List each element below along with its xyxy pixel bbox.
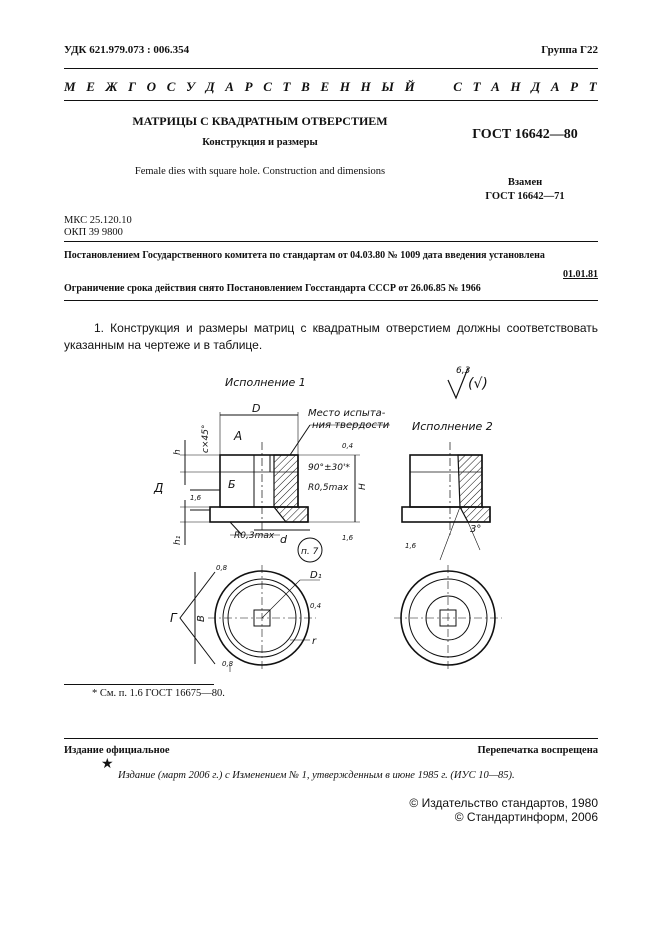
copyright-2006: © Стандартинформ, 2006 (454, 810, 598, 824)
roughness-04: 0,4 (342, 442, 354, 450)
banner-letter: Г (128, 79, 136, 94)
banner-letter: Д (205, 79, 215, 94)
banner-letter: С (453, 79, 462, 94)
reprint-prohibited-label: Перепечатка воспрещена (477, 745, 598, 756)
note-p7: п. 7 (301, 547, 319, 557)
star-icon: ★ (101, 757, 114, 772)
document-title: МАТРИЦЫ С КВАДРАТНЫМ ОТВЕРСТИЕМ (132, 114, 388, 128)
body-paragraph: 1. Конструкция и размеры матриц с квадратным отверстием должны соответствовать указанным на чертеже и в таблице. (64, 321, 598, 352)
roughness-16: 1,6 (342, 534, 354, 542)
banner-letter: Т (472, 79, 481, 94)
banner-letter: О (146, 79, 157, 94)
section-D-label: Д (154, 481, 164, 495)
banner-letter: М (64, 79, 76, 94)
section-A-label: А (234, 429, 243, 443)
replaces-block (470, 176, 580, 204)
header-rule-bottom (64, 100, 598, 101)
banner-letter: Н (510, 79, 521, 94)
banner-letter: Е (320, 79, 330, 94)
banner-letter: Ы (381, 79, 394, 94)
dim-r: r (312, 636, 317, 647)
dim-D1: D₁ (310, 570, 322, 581)
test-place-label-1: Место испыта- (308, 408, 386, 419)
dim-D: D (252, 402, 261, 415)
footnote: * См. п. 1.6 ГОСТ 16675—80. (92, 688, 225, 699)
edition-note: Издание (март 2006 г.) с Изменением № 1, утвержденным в июне 1985 г. (ИУС 10—85). (118, 770, 515, 781)
standard-banner (64, 79, 597, 95)
roughness-paren: (√) (468, 376, 488, 392)
header-rule-top (64, 68, 598, 69)
banner-letter: Е (86, 79, 95, 94)
angle-3: 3° (470, 524, 482, 535)
okp-code: ОКП 39 9800 (64, 227, 123, 238)
dim-H: H (358, 483, 368, 490)
banner-letter: Т (282, 79, 291, 94)
radius-05: R0,5max (308, 483, 349, 493)
technical-drawing (150, 360, 510, 690)
banner-letter: Р (570, 79, 579, 94)
dim-chamfer: c×45° (201, 424, 211, 453)
banner-letter: Т (588, 79, 597, 94)
decree-text: Постановлением Государственного комитета по стандартам от 04.03.80 № 1009 дата введения установлена (64, 250, 545, 261)
banner-letter: Н (339, 79, 350, 94)
banner-letter: А (550, 79, 560, 94)
version1-label: Исполнение 1 (225, 376, 306, 389)
udk-code: УДК 621.979.073 : 006.354 (64, 44, 190, 56)
banner-letter: А (225, 79, 234, 94)
banner-letter (425, 79, 428, 95)
mks-code: МКС 25.120.10 (64, 215, 132, 226)
replaces-label: Взамен (507, 177, 543, 188)
roughness-08-top: 0,8 (216, 564, 228, 572)
copyright-1980: © Издательство стандартов, 1980 (409, 796, 598, 810)
roughness-general-value: 6,3 (456, 366, 471, 376)
gost-number: ГОСТ 16642—80 (472, 127, 578, 142)
banner-letter: Н (360, 79, 371, 94)
test-place-label-2: ния твердости (312, 420, 390, 431)
banner-letter: У (186, 79, 196, 94)
official-edition-label: Издание официальное (64, 745, 170, 756)
group-code: Группа Г22 (541, 44, 598, 56)
document-subtitle: Конструкция и размеры (202, 137, 318, 148)
banner-letter: Д (531, 79, 541, 94)
decree-rule (64, 300, 598, 301)
roughness-04-plan: 0,4 (310, 602, 322, 610)
radius-03: R0,3max (234, 531, 275, 541)
codes-rule (64, 241, 598, 242)
dim-B: B (196, 615, 207, 622)
banner-letter: С (166, 79, 176, 94)
banner-letter: А (491, 79, 500, 94)
section-B-label: Б (228, 478, 236, 491)
footnote-rule (64, 684, 214, 685)
view-G-label: Г (170, 611, 177, 625)
banner-letter: Ж (105, 79, 118, 94)
banner-letter: Р (244, 79, 253, 94)
replaces-standard: ГОСТ 16642—71 (485, 191, 565, 202)
dim-h1: h₁ (173, 535, 183, 545)
english-title: Female dies with square hole. Construction and dimensions (134, 166, 386, 177)
banner-letter: С (263, 79, 272, 94)
version2-plan-view (394, 565, 502, 672)
banner-letter (439, 79, 442, 95)
roughness-16-left: 1,6 (190, 494, 202, 502)
dim-d: d (280, 533, 287, 546)
roughness-16-v2: 1,6 (405, 542, 417, 550)
restriction-text: Ограничение срока действия снято Постановлением Госстандарта СССР от 26.06.85 № 1966 (64, 283, 481, 294)
footer-rule (64, 738, 598, 739)
classification-codes (64, 215, 132, 239)
version2-label: Исполнение 2 (412, 420, 493, 433)
decree-date: 01.01.81 (563, 269, 598, 280)
roughness-08-bottom: 0,8 (222, 660, 234, 668)
dim-h: h (173, 449, 183, 455)
banner-letter: Й (404, 79, 415, 94)
angle-90: 90°±30'* (308, 463, 350, 473)
banner-letter: В (301, 79, 310, 94)
